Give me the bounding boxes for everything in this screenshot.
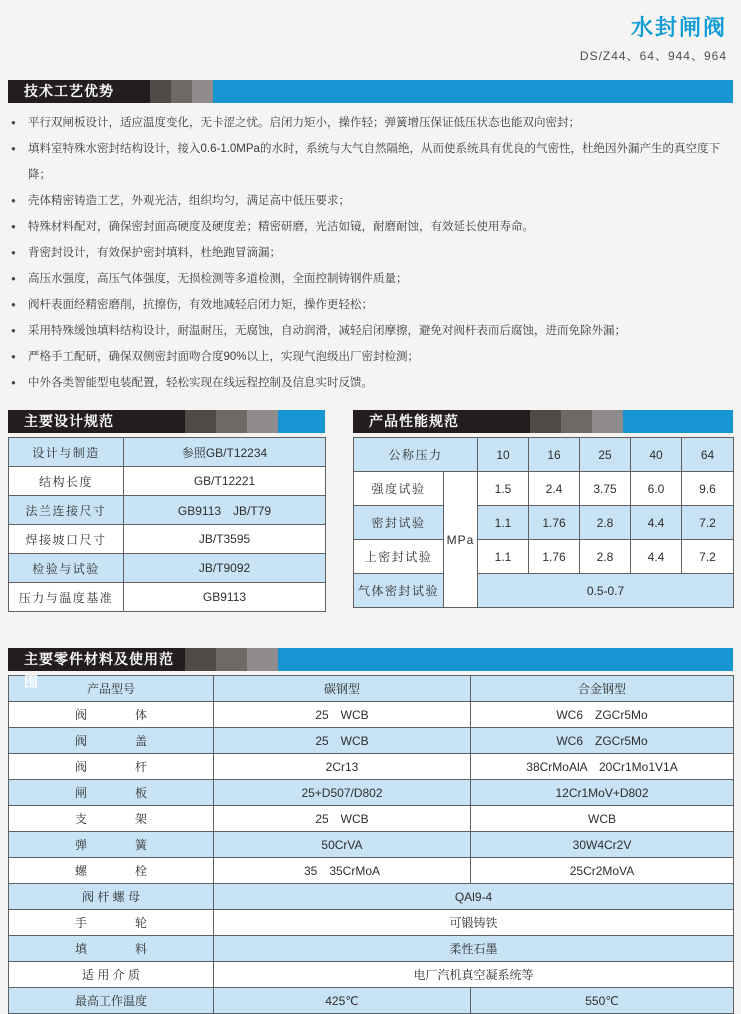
bar-gradient-segment bbox=[216, 410, 247, 433]
bar-blue-segment bbox=[278, 410, 325, 433]
bar-gradient-segment bbox=[247, 648, 278, 671]
advantage-item: ● 壳体精密铸造工艺，外观光洁，组织均匀，满足高中低压要求； bbox=[8, 188, 733, 214]
table-row bbox=[9, 438, 326, 467]
material-alloy: 25Cr2MoVA bbox=[471, 858, 734, 884]
column-header: 碳钢型 bbox=[214, 676, 471, 702]
bar-gradient-segment bbox=[185, 410, 216, 433]
table-row bbox=[9, 936, 734, 962]
bar-gradient-segment bbox=[150, 80, 171, 103]
table-header-row bbox=[9, 676, 734, 702]
part-label: 螺 栓 bbox=[9, 858, 214, 884]
design-row-value: JB/T9092 bbox=[124, 554, 326, 583]
section-bar-advantages bbox=[8, 80, 733, 103]
design-row-value: GB9113 JB/T79 bbox=[124, 496, 326, 525]
section-heading-performance-spec: 产品性能规范 bbox=[353, 410, 530, 433]
performance-spec-section bbox=[353, 410, 733, 612]
advantage-item: ● 特殊材料配对，确保密封面高硬度及硬度差；精密研磨，光洁如镜，耐磨耐蚀，有效延长使用寿命。 bbox=[8, 214, 733, 240]
page-title: 水封闸阀 bbox=[630, 15, 727, 40]
table-row bbox=[9, 832, 734, 858]
table-row bbox=[9, 525, 326, 554]
bar-gradient-segment bbox=[216, 648, 247, 671]
advantage-item: ● 平行双闸板设计，适应温度变化，无卡涩之忧。启闭力矩小，操作轻；弹簧增压保证低压状态也能双向密封； bbox=[8, 110, 733, 136]
column-header: 合金钢型 bbox=[471, 676, 734, 702]
design-row-value: GB9113 bbox=[124, 583, 326, 612]
table-row bbox=[354, 506, 734, 540]
table-row bbox=[354, 574, 734, 608]
table-row bbox=[9, 467, 326, 496]
part-label: 阀 体 bbox=[9, 702, 214, 728]
test-value: 1.1 bbox=[478, 506, 529, 540]
bar-gradient-segment bbox=[171, 80, 192, 103]
part-label: 弹 簧 bbox=[9, 832, 214, 858]
material-carbon: 25 WCB bbox=[214, 702, 471, 728]
material-carbon: 25+D507/D802 bbox=[214, 780, 471, 806]
test-row-label: 密封试验 bbox=[354, 506, 444, 540]
material-merged: QAl9-4 bbox=[214, 884, 734, 910]
table-row bbox=[9, 806, 734, 832]
test-value: 1.76 bbox=[529, 540, 580, 574]
advantage-item: ● 严格手工配研，确保双侧密封面吻合度90%以上，实现气泡级出厂密封检测； bbox=[8, 344, 733, 370]
table-row bbox=[9, 496, 326, 525]
part-label: 支 架 bbox=[9, 806, 214, 832]
unit-cell: MPa bbox=[444, 472, 478, 608]
bar-gradient-segment bbox=[185, 648, 216, 671]
table-row bbox=[9, 988, 734, 1014]
model-codes: DS/Z44、64、944、964 bbox=[579, 49, 727, 64]
table-row bbox=[9, 858, 734, 884]
material-merged: 可锻铸铁 bbox=[214, 910, 734, 936]
test-value: 2.8 bbox=[580, 506, 631, 540]
advantage-item: ● 填料室特殊水密封结构设计，接入0.6-1.0MPa的水时，系统与大气自然隔绝，从而使系统具有优良的气密性，杜绝因外漏产生的真空度下降； bbox=[8, 136, 733, 188]
part-label: 适 用 介 质 bbox=[9, 962, 214, 988]
part-label: 手 轮 bbox=[9, 910, 214, 936]
test-value: 9.6 bbox=[682, 472, 734, 506]
pressure-class: 25 bbox=[580, 438, 631, 472]
bar-gradient-segment bbox=[192, 80, 213, 103]
material-alloy: 30W4Cr2V bbox=[471, 832, 734, 858]
test-row-label: 上密封试验 bbox=[354, 540, 444, 574]
spec-columns bbox=[8, 410, 733, 612]
table-row bbox=[9, 728, 734, 754]
test-value-merged: 0.5-0.7 bbox=[478, 574, 734, 608]
table-row bbox=[354, 540, 734, 574]
design-spec-section bbox=[8, 410, 325, 612]
design-row-label: 检验与试验 bbox=[9, 554, 124, 583]
pressure-class: 40 bbox=[631, 438, 682, 472]
table-row bbox=[9, 884, 734, 910]
bar-blue-segment bbox=[623, 410, 733, 433]
material-alloy: WC6 ZGCr5Mo bbox=[471, 728, 734, 754]
material-alloy: 38CrMoAlA 20Cr1Mo1V1A bbox=[471, 754, 734, 780]
part-label: 闸 板 bbox=[9, 780, 214, 806]
pressure-class: 10 bbox=[478, 438, 529, 472]
table-row bbox=[9, 702, 734, 728]
advantage-item: ● 中外各类智能型电装配置，轻松实现在线远程控制及信息实时反馈。 bbox=[8, 370, 733, 396]
column-header: 产品型号 bbox=[9, 676, 214, 702]
test-value: 2.4 bbox=[529, 472, 580, 506]
design-spec-table bbox=[8, 437, 326, 612]
part-label: 阀 盖 bbox=[9, 728, 214, 754]
bar-gradient-segment bbox=[561, 410, 592, 433]
design-row-label: 设计与制造 bbox=[9, 438, 124, 467]
material-carbon: 25 WCB bbox=[214, 728, 471, 754]
bar-gradient-segment bbox=[247, 410, 278, 433]
material-alloy: 12Cr1MoV+D802 bbox=[471, 780, 734, 806]
table-row bbox=[354, 438, 734, 472]
test-value: 4.4 bbox=[631, 506, 682, 540]
table-row bbox=[9, 754, 734, 780]
material-carbon: 25 WCB bbox=[214, 806, 471, 832]
section-bar-design-spec bbox=[8, 410, 325, 433]
table-row bbox=[354, 472, 734, 506]
bar-blue-segment bbox=[278, 648, 733, 671]
material-alloy: WC6 ZGCr5Mo bbox=[471, 702, 734, 728]
pressure-label: 公称压力 bbox=[354, 438, 478, 472]
performance-spec-table bbox=[353, 437, 734, 608]
materials-table bbox=[8, 675, 734, 1014]
material-merged: 电厂汽机真空凝系统等 bbox=[214, 962, 734, 988]
part-label: 阀 杆 螺 母 bbox=[9, 884, 214, 910]
design-row-label: 法兰连接尺寸 bbox=[9, 496, 124, 525]
table-row bbox=[9, 554, 326, 583]
table-row bbox=[9, 910, 734, 936]
design-row-label: 焊接坡口尺寸 bbox=[9, 525, 124, 554]
pressure-class: 16 bbox=[529, 438, 580, 472]
test-value: 1.76 bbox=[529, 506, 580, 540]
test-value: 7.2 bbox=[682, 540, 734, 574]
part-label: 填 料 bbox=[9, 936, 214, 962]
pressure-class: 64 bbox=[682, 438, 734, 472]
test-value: 1.1 bbox=[478, 540, 529, 574]
material-carbon: 425℃ bbox=[214, 988, 471, 1014]
table-row bbox=[9, 780, 734, 806]
material-alloy: WCB bbox=[471, 806, 734, 832]
advantage-item: ● 采用特殊缓蚀填料结构设计，耐温耐压，无腐蚀，自动润滑，减轻启闭摩擦，避免对阀杆表而后腐蚀，进而免除外漏； bbox=[8, 318, 733, 344]
material-alloy: 550℃ bbox=[471, 988, 734, 1014]
section-heading-materials: 主要零件材料及使用范围 bbox=[8, 648, 185, 671]
material-merged: 柔性石墨 bbox=[214, 936, 734, 962]
advantages-list bbox=[8, 110, 733, 396]
test-value: 1.5 bbox=[478, 472, 529, 506]
design-row-label: 结构长度 bbox=[9, 467, 124, 496]
bar-blue-segment bbox=[213, 80, 733, 103]
doc-header bbox=[8, 0, 733, 64]
material-carbon: 50CrVA bbox=[214, 832, 471, 858]
test-value: 6.0 bbox=[631, 472, 682, 506]
test-row-label: 强度试验 bbox=[354, 472, 444, 506]
design-row-value: GB/T12221 bbox=[124, 467, 326, 496]
advantage-item: ● 高压水强度，高压气体强度，无损检测等多道检测，全面控制铸钢件质量； bbox=[8, 266, 733, 292]
table-row bbox=[9, 583, 326, 612]
bar-gradient-segment bbox=[592, 410, 623, 433]
section-heading-design-spec: 主要设计规范 bbox=[8, 410, 185, 433]
test-value: 4.4 bbox=[631, 540, 682, 574]
design-row-value: JB/T3595 bbox=[124, 525, 326, 554]
part-label: 最高工作温度 bbox=[9, 988, 214, 1014]
section-heading-advantages: 技术工艺优势 bbox=[8, 80, 150, 103]
part-label: 阀 杆 bbox=[9, 754, 214, 780]
test-value: 3.75 bbox=[580, 472, 631, 506]
test-value: 2.8 bbox=[580, 540, 631, 574]
material-carbon: 2Cr13 bbox=[214, 754, 471, 780]
advantage-item: ● 阀杆表面经精密磨削，抗擦伤，有效地减轻启闭力矩，操作更轻松； bbox=[8, 292, 733, 318]
material-carbon: 35 35CrMoA bbox=[214, 858, 471, 884]
bar-gradient-segment bbox=[530, 410, 561, 433]
test-value: 7.2 bbox=[682, 506, 734, 540]
design-row-value: 参照GB/T12234 bbox=[124, 438, 326, 467]
test-row-label: 气体密封试验 bbox=[354, 574, 444, 608]
design-row-label: 压力与温度基准 bbox=[9, 583, 124, 612]
advantage-item: ● 背密封设计，有效保护密封填料，杜绝跑冒滴漏； bbox=[8, 240, 733, 266]
section-bar-performance-spec bbox=[353, 410, 733, 433]
table-row bbox=[9, 962, 734, 988]
